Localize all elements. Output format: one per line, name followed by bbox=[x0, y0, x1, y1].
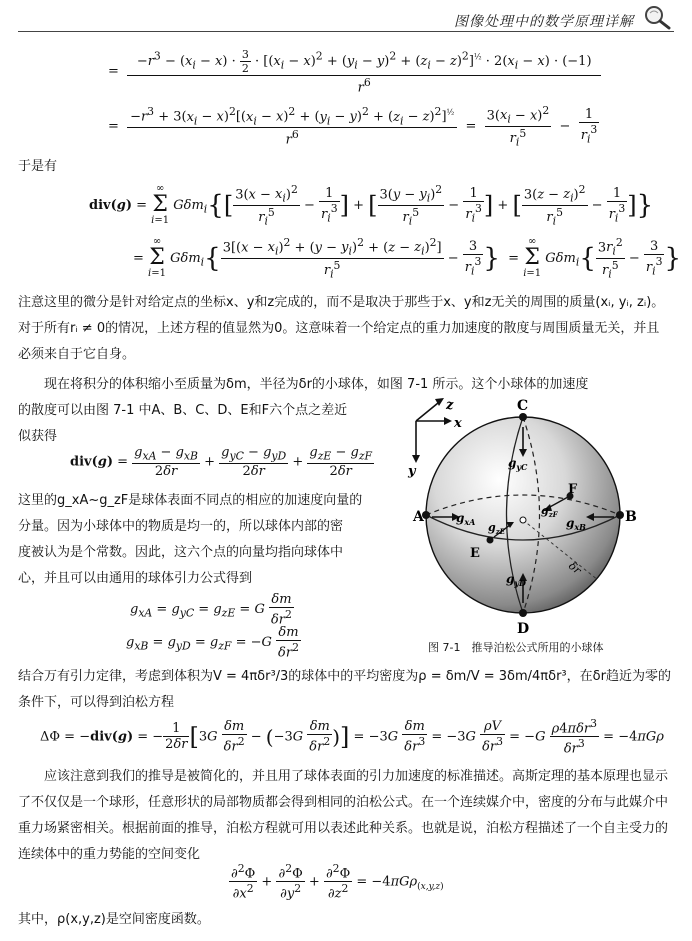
paragraph-3-line-4: 心，并且可以由通用的球体引力公式得到 bbox=[18, 571, 253, 586]
label-gyD: $g_{yD}$ bbox=[506, 572, 526, 588]
paragraph-5: 应该注意到我们的推导是被简化的，并且用了球体表面的引力加速度的标准描述。高斯定理的基本原理也显示了不仅仅是一个球形，任意形状的局部物质都会得到相同的泊松公式。在一个连续媒介中，密度的分布与此媒介中重力场紧密相关。根据前面的推导，泊松方程就可用以表述此种关系。也就是说，泊松方程描述了一个自主受力的连续体中的重力势能的空间变化 bbox=[18, 769, 669, 862]
magnifier-icon bbox=[642, 4, 672, 30]
axis-z-label: z bbox=[446, 398, 454, 413]
equation-div-line-2: = ∞ Σ i=1 Gδm$_i${ $\frac{3[(x - x_i)^2 + (y - y_i)^2 + (z - z_i)^2]}{r_i^5}$ − $\frac{3}{r_i^3}$ } = ∞ Σ i=1 Gδm$_i${ $\frac{3r_i^2}{r_i^5}$ − $\frac{3}{r_i^3}$ } bbox=[133, 236, 682, 281]
label-gyC: $g_{yC}$ bbox=[508, 456, 528, 472]
equation-g-negative: $g_{xB} = g_{yD} = g_{zF} = -G$ $\frac{\delta m}{\delta r^2}$ bbox=[126, 625, 299, 661]
paragraph-6: 其中，ρ(x,y,z)是空间密度函数。 bbox=[18, 912, 210, 927]
label-gxB: $g_{xB}$ bbox=[566, 516, 586, 532]
header-rule bbox=[18, 31, 674, 32]
axis-y-label: y bbox=[408, 464, 416, 479]
label-gxA: $g_{xA}$ bbox=[456, 511, 476, 527]
equation-line-1: = $-r^3 - (x_i - x)$ · $\frac{3}{2}$ · $[(x_i - x)^2 + (y_i - y)^2 + (z_i - z)^2]^{\frac{1}{2}} \cdot 2(x_i - x) \cdot (-1)$ $r^6$ bbox=[108, 48, 601, 95]
point-E-label: E bbox=[470, 546, 480, 561]
point-B-label: B bbox=[625, 509, 637, 525]
paragraph-3-line-1: 这里的g_xA~g_zF是球体表面不同点的相应的加速度向量的 bbox=[18, 493, 363, 508]
radius-label: δr bbox=[566, 559, 584, 577]
paragraph-2-line-3: 似获得 bbox=[18, 429, 58, 444]
paragraph-3-line-2: 分量。因为小球体中的物质是均一的，所以球体内部的密 bbox=[18, 519, 344, 534]
point-F-label: F bbox=[568, 482, 578, 497]
equation-g-positive: $g_{xA} = g_{yC} = g_{zE} = G$ $\frac{\delta m}{\delta r^2}$ bbox=[130, 592, 292, 628]
point-A-label: A bbox=[413, 509, 424, 525]
point-C-label: C bbox=[517, 398, 529, 414]
paragraph-yushi: 于是有 bbox=[18, 159, 58, 174]
label-gzF: $g_{zF}$ bbox=[541, 504, 558, 519]
point-D-label: D bbox=[517, 621, 530, 635]
label-gzE: $g_{zE}$ bbox=[488, 521, 506, 536]
paragraph-3-line-3: 度被认为是个常数。因此，这六个点的向量均指向球体中 bbox=[18, 545, 344, 560]
paragraph-4: 结合万有引力定律，考虑到体积为V = 4πδr³/3的球体中的平均密度为ρ = δm/V = 3δm/4πδr³，在δr趋近为零的条件下，可以得到泊松方程 bbox=[18, 669, 671, 710]
equation-poisson-derivation: ΔΦ = −div(g) = − $\frac{1}{2\delta r}$ [3G $\frac{\delta m}{\delta r^2}$ − (−3G $\frac{\delta m}{\delta r^2}$ )] = −3G $\frac{\delta m}{\delta r^3}$ = −3G $\frac{\rho V}{\delta r^3}$ = −G $\frac{\rho 4\pi\delta r^3}{\delta r^3}$ = −4πGρ bbox=[40, 717, 664, 757]
equation-div-line-1: div(g) = ∞ Σ i=1 Gδm$_i${[ $\frac{3(x - x_i)^2}{r_i^5}$ − $\frac{1}{r_i^3}$ ] + [ $\frac{3(y - y_i)^2}{r_i^5}$ − $\frac{1}{r_i^3}$ ] + [ $\frac{3(z - z_i)^2}{r_i^5}$ − $\frac{1}{r_i^3}$ ]} bbox=[89, 183, 654, 228]
paragraph-2-line-1: 现在将积分的体积缩小至质量为δm，半径为δr的小球体，如图 7-1 所示。这个小球体的加速度 bbox=[44, 377, 589, 392]
figure-caption: 图 7-1 推导泊松公式所用的小球体 bbox=[428, 641, 604, 654]
equation-poisson-final: $\frac{\partial^2\Phi}{\partial x^2}$ + $\frac{\partial^2\Phi}{\partial y^2}$ + $\frac{\partial^2\Phi}{\partial z^2}$ = −4πGρ$_{(x,y,z)}$ bbox=[231, 862, 444, 902]
running-header-title: 图像处理中的数学原理详解 bbox=[454, 14, 634, 30]
figure-sphere bbox=[398, 395, 666, 635]
paragraph-1: 注意这里的微分是针对给定点的坐标x、y和z完成的，而不是取决于那些于x、y和z无关的周围的质量(xᵢ, yᵢ, zᵢ)。对于所有rᵢ ≠ 0的情况，上述方程的值显然为0。这意味着一个给定点的重力加速度的散度与周围质量无关，并且必须来自于它自身。 bbox=[18, 295, 665, 362]
equation-div-approx: div(g) = $\frac{g_{xA} - g_{xB}}{2\delta r}$ + $\frac{g_{yC} - g_{yD}}{2\delta r}$ + $\frac{g_{zE} - g_{zF}}{2\delta r}$ bbox=[70, 445, 373, 479]
axis-x-label: x bbox=[454, 416, 462, 431]
equation-line-2: = $\frac{-r^3 + 3(x_i - x)^2[(x_i - x)^2 + (y_i - y)^2 + (z_i - z)^2]^{\frac{1}{2}}}{r^6}$ = $\frac{3(x_i - x)^2}{r_i^5}$ − $\frac{1}{r_i^3}$ bbox=[108, 104, 598, 149]
paragraph-2-line-2: 的散度可以由图 7-1 中A、B、C、D、E和F六个点之差近 bbox=[18, 403, 348, 418]
